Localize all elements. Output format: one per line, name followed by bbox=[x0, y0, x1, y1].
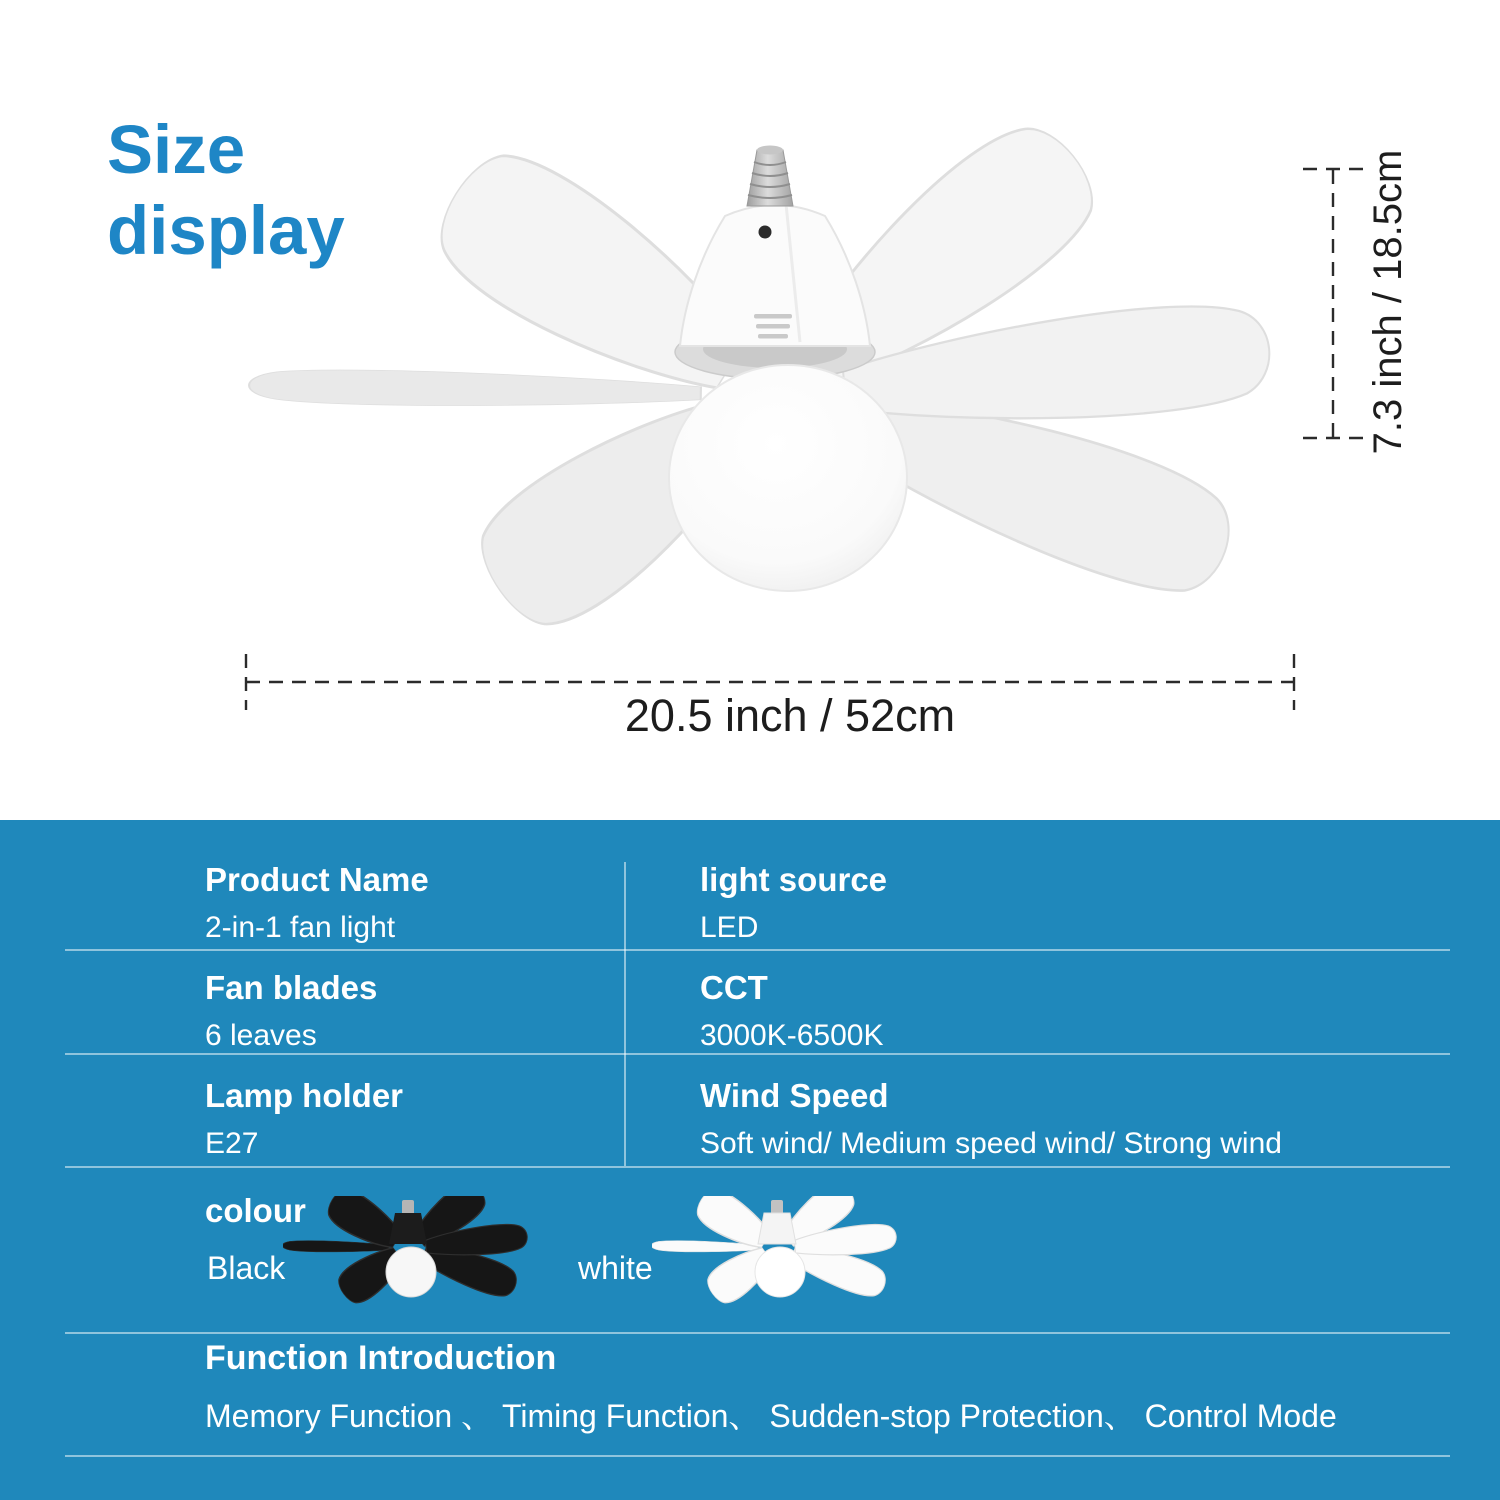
height-dimension-label: 7.3 inch / 18.5cm bbox=[1366, 149, 1410, 455]
black-fan-thumbnail bbox=[283, 1196, 533, 1320]
spec-value: 6 leaves bbox=[205, 1018, 317, 1052]
spec-row-light-source bbox=[700, 860, 887, 946]
row-separator bbox=[65, 1053, 1450, 1055]
row-separator bbox=[65, 1332, 1450, 1334]
product-fan-image bbox=[220, 100, 1320, 660]
page-title-line2: display bbox=[107, 191, 345, 269]
function-introduction-section bbox=[205, 1338, 1337, 1437]
function-introduction-value: Memory Function 、 Timing Function、 Sudden-stop Protection、 Control Mode bbox=[205, 1397, 1337, 1434]
colour-section-label: colour bbox=[205, 1192, 306, 1229]
spec-label: Fan blades bbox=[205, 969, 378, 1006]
spec-label: CCT bbox=[700, 969, 768, 1006]
colour-option-black-label: Black bbox=[207, 1250, 286, 1286]
spec-value: 2-in-1 fan light bbox=[205, 910, 396, 944]
spec-label: light source bbox=[700, 861, 888, 898]
function-introduction-label: Function Introduction bbox=[205, 1339, 557, 1377]
spec-value: Soft wind/ Medium speed wind/ Strong wind bbox=[700, 1126, 1282, 1160]
spec-value: E27 bbox=[205, 1126, 259, 1160]
spec-value: 3000K-6500K bbox=[700, 1018, 884, 1052]
spec-value: LED bbox=[700, 910, 759, 944]
spec-row-cct bbox=[700, 968, 884, 1054]
spec-label: Wind Speed bbox=[700, 1077, 889, 1114]
width-dimension-label: 20.5 inch / 52cm bbox=[624, 690, 956, 741]
page-title-line1: Size bbox=[107, 111, 246, 188]
spec-row-wind-speed bbox=[700, 1076, 1282, 1162]
row-separator bbox=[65, 1455, 1450, 1457]
spec-panel bbox=[0, 820, 1500, 1500]
white-fan-thumbnail bbox=[652, 1196, 902, 1320]
colour-option-white-label: white bbox=[578, 1250, 653, 1286]
row-separator bbox=[65, 949, 1450, 951]
column-divider bbox=[624, 862, 626, 1166]
spec-label: Product Name bbox=[205, 861, 429, 898]
spec-row-fan-blades bbox=[205, 968, 377, 1054]
spec-row-lamp-holder bbox=[205, 1076, 403, 1162]
row-separator bbox=[65, 1166, 1450, 1168]
spec-label: Lamp holder bbox=[205, 1077, 404, 1114]
spec-row-product-name bbox=[205, 860, 429, 946]
